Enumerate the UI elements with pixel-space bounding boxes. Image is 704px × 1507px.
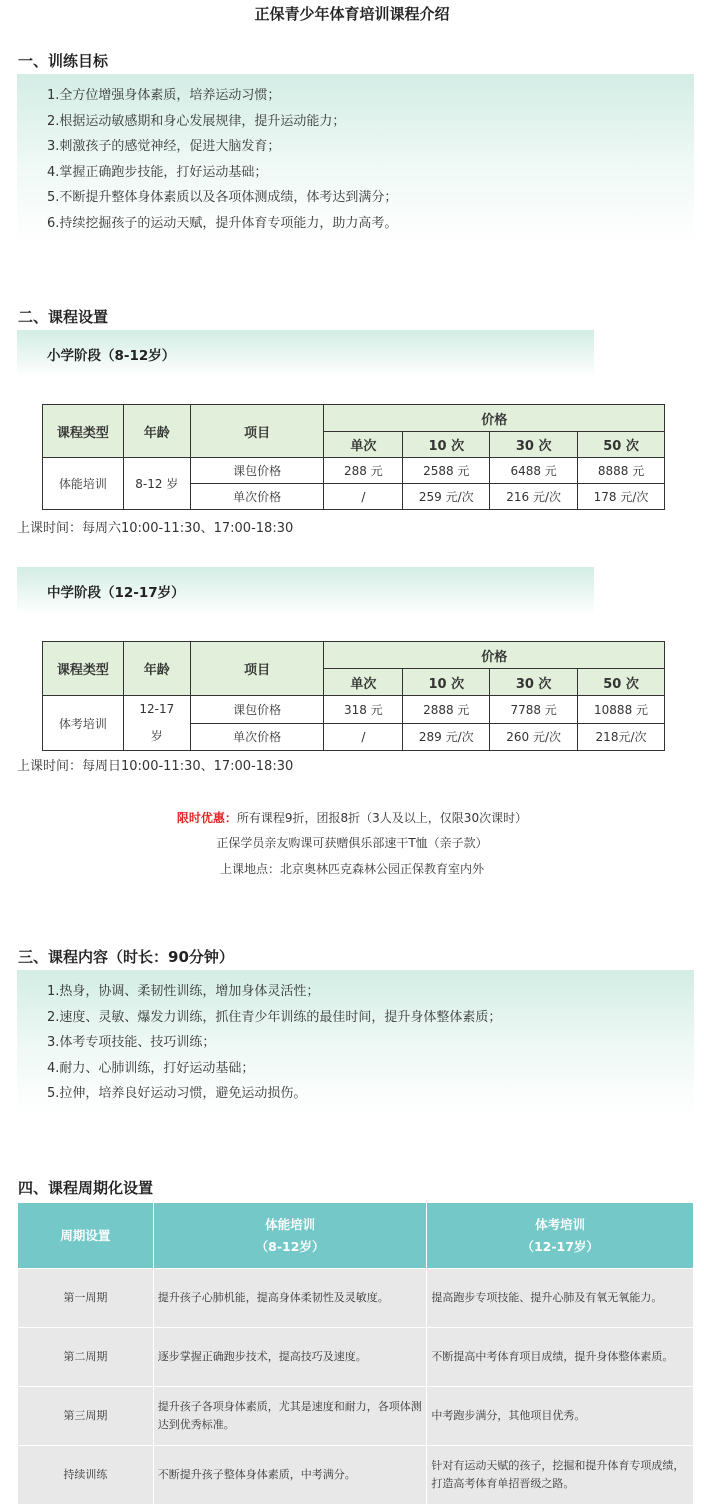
cycle-header-period: 周期设置	[18, 1203, 154, 1269]
primary-class-time: 上课时间：每周六10:00-11:30、17:00-18:30	[17, 521, 294, 536]
header-col-50: 50 次	[578, 432, 665, 458]
cycle-fitness-text: 提升孩子心肺机能，提高身体柔韧性及灵敏度。	[153, 1269, 427, 1328]
cycle-period: 第二周期	[18, 1328, 154, 1387]
price-cell: /	[324, 723, 403, 751]
header-item: 项目	[190, 642, 324, 696]
course-age-line: 岁	[150, 729, 163, 743]
promo-gift: 正保学员亲友购课可获赠俱乐部速干T恤（亲子款）	[216, 836, 488, 850]
cycle-table	[17, 1202, 694, 1505]
cycle-fitness-text: 提升孩子各项身体素质，尤其是速度和耐力，各项体测达到优秀标准。	[153, 1387, 427, 1446]
price-cell: 6488 元	[490, 458, 578, 484]
header-item: 项目	[190, 405, 324, 458]
goal-item: 1.全方位增强身体素质，培养运动习惯；	[47, 88, 281, 103]
cycle-period: 第三周期	[18, 1387, 154, 1446]
price-cell: 260 元/次	[490, 723, 578, 751]
middle-class-time: 上课时间：每周日10:00-11:30、17:00-18:30	[17, 759, 294, 774]
goal-item: 2.根据运动敏感期和身心发展规律，提升运动能力；	[47, 113, 346, 129]
content-item: 4.耐力、心肺训练，打好运动基础；	[47, 1060, 255, 1076]
price-cell: 10888 元	[578, 696, 665, 724]
item-cell: 单次价格	[190, 484, 324, 510]
cycle-header-fitness-title: 体能培训	[265, 1216, 316, 1232]
cycle-exam-text: 针对有运动天赋的孩子，挖掘和提升体育专项成绩，打造高考体育单招晋级之路。	[427, 1446, 694, 1505]
price-cell: 178 元/次	[578, 484, 665, 510]
header-price: 价格	[324, 642, 665, 669]
middle-stage-banner	[17, 567, 594, 615]
cycle-header-exam-title: 体考培训	[535, 1216, 586, 1232]
header-col-10: 10 次	[403, 432, 490, 458]
middle-stage-label: 中学阶段（12-17岁）	[47, 585, 185, 601]
price-cell: 2588 元	[403, 458, 490, 484]
goal-item: 4.掌握正确跑步技能，打好运动基础；	[47, 164, 268, 180]
content-heading: 三、课程内容（时长：90分钟）	[18, 948, 234, 966]
price-cell: 288 元	[324, 458, 403, 484]
cycle-period: 第一周期	[18, 1269, 154, 1328]
price-cell: 318 元	[324, 696, 403, 724]
price-cell: 2888 元	[403, 696, 490, 724]
cycle-fitness-text: 不断提升孩子整体身体素质，中考满分。	[153, 1446, 427, 1505]
promo-label: 限时优惠：	[176, 811, 237, 825]
header-col-10: 10 次	[403, 669, 490, 696]
content-item: 5.拉伸，培养良好运动习惯，避免运动损伤。	[47, 1086, 307, 1102]
course-type-cell: 体考培训	[43, 696, 124, 751]
content-box	[17, 970, 694, 1116]
header-col-single: 单次	[324, 432, 403, 458]
goals-heading: 一、训练目标	[18, 52, 109, 70]
goal-item: 3.刺激孩子的感觉神经，促进大脑发育；	[47, 139, 281, 155]
class-location: 上课地点：北京奥林匹克森林公园正保教育室内外	[219, 862, 484, 876]
header-price: 价格	[324, 405, 665, 432]
price-cell: 218元/次	[578, 723, 665, 751]
cycle-period: 持续训练	[18, 1446, 154, 1505]
cycle-header-exam-age: （12-17岁）	[521, 1238, 599, 1254]
cycle-exam-text: 不断提高中考体育项目成绩，提升身体整体素质。	[427, 1328, 694, 1387]
content-item: 3.体考专项技能、技巧训练；	[47, 1035, 216, 1051]
item-cell: 课包价格	[190, 696, 324, 724]
content-item: 1.热身，协调、柔韧性训练，增加身体灵活性；	[47, 984, 320, 999]
header-type: 课程类型	[43, 405, 124, 458]
price-cell: 289 元/次	[403, 723, 490, 751]
goal-item: 6.持续挖掘孩子的运动天赋，提升体育专项能力，助力高考。	[47, 215, 398, 231]
header-col-single: 单次	[324, 669, 403, 696]
header-col-30: 30 次	[490, 669, 578, 696]
cycle-header-fitness-age: （8-12岁）	[255, 1238, 325, 1254]
price-cell: 259 元/次	[403, 484, 490, 510]
page-title: 正保青少年体育培训课程介绍	[254, 5, 450, 23]
content-item: 2.速度、灵敏、爆发力训练，抓住青少年训练的最佳时间，提升身体整体素质；	[47, 1009, 502, 1025]
header-age: 年龄	[123, 642, 190, 696]
header-age: 年龄	[123, 405, 190, 458]
courses-heading: 二、课程设置	[18, 308, 109, 326]
cycle-heading: 四、课程周期化设置	[18, 1179, 154, 1197]
promo-text: 所有课程9折，团报8折（3人及以上，仅限30次课时）	[236, 811, 528, 825]
cycle-fitness-text: 逐步掌握正确跑步技术，提高技巧及速度。	[153, 1328, 427, 1387]
promo-line	[0, 808, 704, 828]
item-cell: 单次价格	[190, 723, 324, 751]
cycle-exam-text: 提高跑步专项技能、提升心肺及有氧无氧能力。	[427, 1269, 694, 1328]
course-age-cell: 8-12 岁	[123, 458, 190, 510]
cycle-header-exam	[427, 1203, 694, 1269]
price-cell: /	[324, 484, 403, 510]
primary-stage-banner	[17, 330, 594, 378]
header-type: 课程类型	[43, 642, 124, 696]
header-col-50: 50 次	[578, 669, 665, 696]
cycle-exam-text: 中考跑步满分，其他项目优秀。	[427, 1387, 694, 1446]
price-cell: 7788 元	[490, 696, 578, 724]
course-type-cell: 体能培训	[43, 458, 124, 510]
primary-price-table	[42, 404, 665, 510]
header-col-30: 30 次	[490, 432, 578, 458]
primary-stage-label: 小学阶段（8-12岁）	[47, 348, 176, 364]
goal-item: 5.不断提升整体身体素质以及各项体测成绩，体考达到满分；	[47, 190, 398, 206]
course-age-line: 12-17	[139, 702, 175, 716]
cycle-header-fitness	[153, 1203, 427, 1269]
middle-price-table	[42, 641, 665, 751]
item-cell: 课包价格	[190, 458, 324, 484]
price-cell: 8888 元	[578, 458, 665, 484]
goals-box	[17, 74, 694, 244]
course-age-cell	[123, 696, 190, 751]
price-cell: 216 元/次	[490, 484, 578, 510]
